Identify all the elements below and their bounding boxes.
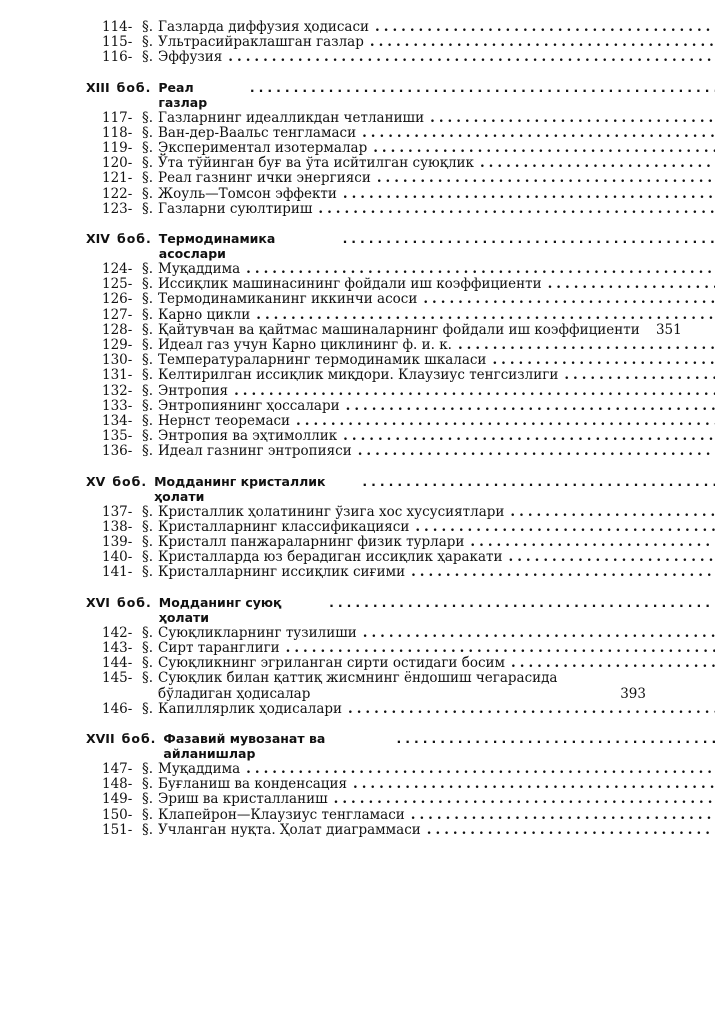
entry-title-wrap — [158, 277, 715, 292]
dot-leader — [503, 550, 715, 565]
entry-number: 137- — [102, 503, 133, 520]
section-mark: §. — [142, 124, 154, 141]
dot-leader — [405, 565, 715, 580]
entry-title: Эриш ва кристалланиш — [158, 791, 328, 808]
entry-number: 141- — [102, 564, 133, 581]
entry-title: Жоуль—Томсон эффекти — [158, 185, 337, 202]
section-mark: §. — [142, 367, 154, 384]
entry-title: Реал газнинг ички энергияси — [158, 170, 371, 187]
entry-title: Суюқлик билан қаттиқ жисмнинг ёндошиш чегарасида бўладиган ҳодисалар — [158, 670, 558, 702]
entry-title: Экспериментал изотермалар — [158, 140, 368, 157]
section-mark: §. — [142, 655, 154, 672]
entry-title-wrap — [158, 702, 715, 717]
toc-entry — [86, 353, 646, 368]
entry-number: 136- — [102, 443, 133, 460]
toc-entry — [86, 429, 646, 444]
dot-leader — [356, 126, 715, 141]
entry-number: 116- — [102, 49, 133, 66]
entry-page: 351 — [655, 321, 682, 338]
toc-entry — [86, 384, 646, 399]
chapter-number: XV — [86, 473, 106, 489]
entry-title-wrap — [158, 50, 715, 65]
chapter-title-wrap — [158, 80, 715, 110]
section-mark: §. — [142, 261, 154, 278]
section-mark: §. — [142, 306, 154, 323]
dot-leader — [367, 141, 715, 156]
toc-entry — [86, 156, 646, 171]
entry-title: Идеал газ учун Карно циклининг ф. и. к. — [158, 337, 452, 354]
entry-number: 138- — [102, 518, 133, 535]
section-mark: §. — [142, 760, 154, 777]
entry-title-wrap — [158, 202, 715, 217]
entry-title: Учланган нуқта. Ҳолат диаграммаси — [158, 821, 421, 838]
entry-title: Сирт таранглиги — [158, 639, 280, 656]
entry-title-wrap — [158, 550, 715, 565]
entry-number: 143- — [102, 639, 133, 656]
entry-number: 151- — [102, 821, 133, 838]
entry-title: Буғланиш ва конденсация — [158, 776, 347, 793]
chapter-heading — [86, 594, 646, 625]
entry-title: Келтирилган иссиқлик миқдори. Клаузиус тенгсизлиги — [158, 367, 559, 384]
section-mark: §. — [142, 428, 154, 445]
entry-title-wrap — [158, 823, 715, 838]
entry-title-wrap — [158, 338, 715, 353]
section-mark: §. — [142, 549, 154, 566]
toc-entry — [86, 792, 646, 807]
entry-title: Газларни суюлтириш — [158, 200, 313, 217]
toc-entry — [86, 641, 646, 656]
entry-title: Муқаддима — [158, 261, 241, 278]
dot-leader — [250, 308, 715, 323]
section-mark: §. — [142, 639, 154, 656]
dot-leader — [340, 399, 715, 414]
section-mark: §. — [142, 564, 154, 581]
entry-number: 145- — [102, 670, 133, 687]
section-mark: §. — [142, 776, 154, 793]
entry-title-wrap — [158, 777, 715, 792]
entry-number: 134- — [102, 413, 133, 430]
chapter-heading — [86, 231, 646, 262]
entry-number: 123- — [102, 200, 133, 217]
toc-entry — [86, 702, 646, 717]
entry-title: Энтропия — [158, 382, 229, 399]
entry-number: 122- — [102, 185, 133, 202]
dot-leader — [347, 777, 715, 792]
dot-leader — [280, 641, 715, 656]
section-mark: §. — [142, 337, 154, 354]
chapter-title: Модданинг суюқ ҳолати — [158, 594, 282, 625]
entry-title-wrap — [158, 808, 715, 823]
section-mark: §. — [142, 443, 154, 460]
entry-title: Нернст теоремаси — [158, 413, 291, 430]
chapter-title: Реал газлар — [158, 79, 208, 110]
section-mark: §. — [142, 352, 154, 369]
entry-title: Температураларнинг термодинамик шкаласи — [158, 352, 487, 369]
chapter-heading — [86, 730, 646, 761]
toc-entry — [86, 308, 646, 323]
toc-entry — [86, 656, 646, 671]
entry-title-wrap — [158, 520, 715, 535]
entry-number: 126- — [102, 291, 133, 308]
chapter-title-wrap — [163, 731, 715, 761]
toc-entry — [86, 126, 646, 141]
toc-entry — [86, 202, 646, 217]
dot-leader — [356, 474, 715, 489]
dot-leader — [542, 277, 715, 292]
entry-title-wrap — [158, 323, 640, 338]
entry-number: 129- — [102, 337, 133, 354]
chapter-word: боб. — [116, 594, 152, 610]
chapter-title-wrap — [159, 231, 715, 261]
entry-title: Энтропия ва эҳтимоллик — [158, 428, 338, 445]
section-mark: §. — [142, 413, 154, 430]
entry-number: 150- — [102, 806, 133, 823]
entry-number: 146- — [102, 700, 133, 717]
dot-leader — [369, 20, 715, 35]
dot-leader — [222, 50, 715, 65]
entry-title: Иссиқлик машинасининг фойдали иш коэффициенти — [158, 276, 542, 293]
entry-title: Эффузия — [158, 49, 223, 66]
section-mark: §. — [142, 185, 154, 202]
entry-number: 125- — [102, 276, 133, 293]
entry-title-wrap — [158, 505, 715, 520]
section-mark: §. — [142, 670, 154, 687]
entry-number: 117- — [102, 109, 133, 126]
dot-leader — [352, 444, 715, 459]
entry-title-wrap — [158, 171, 715, 186]
entry-title-wrap — [158, 671, 604, 701]
toc-entry — [86, 141, 646, 156]
entry-title: Карно цикли — [158, 306, 251, 323]
chapter-number: XIV — [86, 231, 110, 247]
section-mark: §. — [142, 34, 154, 51]
toc-entry — [86, 35, 646, 50]
entry-title: Суюқликларнинг тузилиши — [158, 624, 357, 641]
dot-leader — [417, 292, 715, 307]
dot-leader — [558, 368, 715, 383]
chapter-word: боб. — [112, 473, 148, 489]
entry-title: Кристалларда юз берадиган иссиқлик ҳаракати — [158, 549, 503, 566]
entry-title: Ўта тўйинган буғ ва ўта исйтилган суюқлик — [158, 155, 474, 172]
toc-entry — [86, 20, 646, 35]
toc-entry — [86, 187, 646, 202]
section-mark: §. — [142, 155, 154, 172]
entry-title-wrap — [158, 156, 715, 171]
section-mark: §. — [142, 276, 154, 293]
toc-entry — [86, 823, 646, 838]
entry-title-wrap — [158, 141, 715, 156]
entry-number: 119- — [102, 140, 133, 157]
entry-number: 147- — [102, 760, 133, 777]
dot-leader — [337, 187, 715, 202]
entry-number: 120- — [102, 155, 133, 172]
dot-leader — [391, 731, 715, 746]
entry-number: 144- — [102, 655, 133, 672]
entry-title-wrap — [158, 399, 715, 414]
entry-title: Клапейрон—Клаузиус тенгламаси — [158, 806, 405, 823]
section-mark: §. — [142, 518, 154, 535]
chapter-word: боб. — [116, 231, 152, 247]
chapter-title-wrap — [154, 474, 715, 504]
entry-number: 130- — [102, 352, 133, 369]
entry-number: 121- — [102, 170, 133, 187]
chapter-title: Модданинг кристаллик ҳолати — [154, 473, 326, 504]
entry-title: Капиллярлик ҳодисалари — [158, 700, 343, 717]
section-mark: §. — [142, 49, 154, 66]
toc-entry — [86, 808, 646, 823]
entry-title: Газларда диффузия ҳодисаси — [158, 19, 370, 35]
section-mark: §. — [142, 534, 154, 551]
dot-leader — [290, 414, 715, 429]
entry-number: 124- — [102, 261, 133, 278]
dot-leader — [337, 429, 715, 444]
section-mark: §. — [142, 170, 154, 187]
dot-leader — [228, 384, 715, 399]
entry-title-wrap — [158, 35, 715, 50]
toc-entry — [86, 368, 646, 383]
entry-title: Кристалларнинг классификацияси — [158, 518, 410, 535]
chapter-word: боб. — [121, 730, 157, 746]
entry-title-wrap — [158, 262, 715, 277]
entry-number: 114- — [102, 19, 133, 35]
entry-title-wrap — [158, 414, 715, 429]
table-of-contents — [86, 19, 682, 838]
entry-title-wrap — [158, 292, 715, 307]
entry-title-wrap — [158, 429, 715, 444]
section-mark: §. — [142, 821, 154, 838]
chapter-heading — [86, 473, 646, 504]
section-mark: §. — [142, 397, 154, 414]
entry-title-wrap — [158, 565, 715, 580]
toc-entry — [86, 671, 646, 701]
dot-leader — [342, 702, 715, 717]
toc-entry — [86, 565, 646, 580]
entry-title-wrap — [158, 126, 715, 141]
dot-leader — [505, 656, 715, 671]
entry-title: Суюқликнинг эгриланган сирти остидаги босим — [158, 655, 506, 672]
entry-title-wrap — [158, 187, 715, 202]
entry-title: Кристалл панжараларнинг физик турлари — [158, 534, 465, 551]
toc-entry — [86, 550, 646, 565]
entry-title: Ультрасийраклашган газлар — [158, 34, 364, 51]
toc-entry — [86, 50, 646, 65]
entry-title: Кристаллик ҳолатининг ўзига хос хусусиятлари — [158, 503, 505, 520]
dot-leader — [421, 823, 715, 838]
dot-leader — [357, 626, 715, 641]
entry-title: Қайтувчан ва қайтмас машиналарнинг фойдали иш коэффициенти — [158, 321, 640, 338]
toc-entry — [86, 277, 646, 292]
dot-leader — [371, 171, 715, 186]
chapter-number: XVII — [86, 730, 115, 746]
dot-leader — [312, 202, 715, 217]
chapter-title: Фазавий мувозанат ва айланишлар — [163, 730, 326, 761]
entry-number: 133- — [102, 397, 133, 414]
toc-entry — [86, 262, 646, 277]
entry-title-wrap — [158, 762, 715, 777]
entry-title: Термодинамиканинг иккинчи асоси — [158, 291, 418, 308]
toc-entry — [86, 762, 646, 777]
entry-page: 393 — [620, 685, 646, 702]
toc-entry — [86, 171, 646, 186]
section-mark: §. — [142, 291, 154, 308]
entry-title-wrap — [158, 384, 715, 399]
entry-number: 118- — [102, 124, 133, 141]
toc-entry — [86, 399, 646, 414]
entry-number: 115- — [102, 34, 133, 51]
chapter-number: XVI — [86, 594, 110, 610]
entry-title-wrap — [158, 111, 715, 126]
entry-title-wrap — [158, 656, 715, 671]
dot-leader — [409, 520, 715, 535]
chapter-number: XIII — [86, 79, 110, 95]
dot-leader — [240, 262, 715, 277]
dot-leader — [337, 231, 715, 246]
section-mark: §. — [142, 200, 154, 217]
entry-title-wrap — [158, 641, 715, 656]
dot-leader — [328, 792, 715, 807]
entry-number: 139- — [102, 534, 133, 551]
dot-leader — [452, 338, 715, 353]
dot-leader — [244, 80, 715, 95]
section-mark: §. — [142, 791, 154, 808]
entry-title-wrap — [158, 535, 715, 550]
entry-number: 131- — [102, 367, 133, 384]
entry-number: 140- — [102, 549, 133, 566]
section-mark: §. — [142, 503, 154, 520]
entry-title-wrap — [158, 20, 715, 35]
entry-title: Муқаддима — [158, 760, 241, 777]
section-mark: §. — [142, 382, 154, 399]
dot-leader — [424, 111, 715, 126]
dot-leader — [504, 505, 715, 520]
entry-title: Ван-дер-Ваальс тенгламаси — [158, 124, 357, 141]
dot-leader — [405, 808, 715, 823]
toc-entry — [86, 520, 646, 535]
dot-leader — [464, 535, 715, 550]
toc-entry — [86, 535, 646, 550]
toc-entry — [86, 321, 682, 338]
entry-title: Энтропиянинг ҳоссалари — [158, 397, 340, 414]
toc-entry — [86, 505, 646, 520]
entry-title-wrap — [158, 308, 715, 323]
section-mark: §. — [142, 321, 154, 338]
entry-number: 149- — [102, 791, 133, 808]
entry-number: 142- — [102, 624, 133, 641]
entry-number: 128- — [102, 321, 133, 338]
chapter-word: боб. — [116, 79, 152, 95]
chapter-heading — [86, 79, 646, 110]
entry-number: 127- — [102, 306, 133, 323]
dot-leader — [486, 353, 715, 368]
dot-leader — [323, 595, 715, 610]
entry-title-wrap — [158, 368, 715, 383]
section-mark: §. — [142, 624, 154, 641]
dot-leader — [240, 762, 715, 777]
chapter-title: Термодинамика асослари — [158, 231, 276, 262]
section-mark: §. — [142, 19, 154, 35]
toc-entry — [86, 414, 646, 429]
section-mark: §. — [142, 700, 154, 717]
entry-title-wrap — [158, 353, 715, 368]
entry-title: Идеал газнинг энтропияси — [158, 443, 352, 460]
entry-title-wrap — [158, 444, 715, 459]
toc-entry — [86, 626, 646, 641]
toc-entry — [86, 444, 646, 459]
entry-title: Газларнинг идеалликдан четланиши — [158, 109, 425, 126]
entry-number: 148- — [102, 776, 133, 793]
chapter-title-wrap — [159, 595, 715, 625]
entry-number: 132- — [102, 382, 133, 399]
entry-title-wrap — [158, 792, 715, 807]
toc-entry — [86, 338, 646, 353]
entry-title: Кристалларнинг иссиқлик сиғими — [158, 564, 406, 581]
section-mark: §. — [142, 109, 154, 126]
dot-leader — [474, 156, 715, 171]
dot-leader — [364, 35, 715, 50]
section-mark: §. — [142, 140, 154, 157]
entry-title-wrap — [158, 626, 715, 641]
toc-entry — [86, 777, 646, 792]
toc-entry — [86, 111, 646, 126]
toc-entry — [86, 292, 646, 307]
section-mark: §. — [142, 806, 154, 823]
entry-number: 135- — [102, 428, 133, 445]
